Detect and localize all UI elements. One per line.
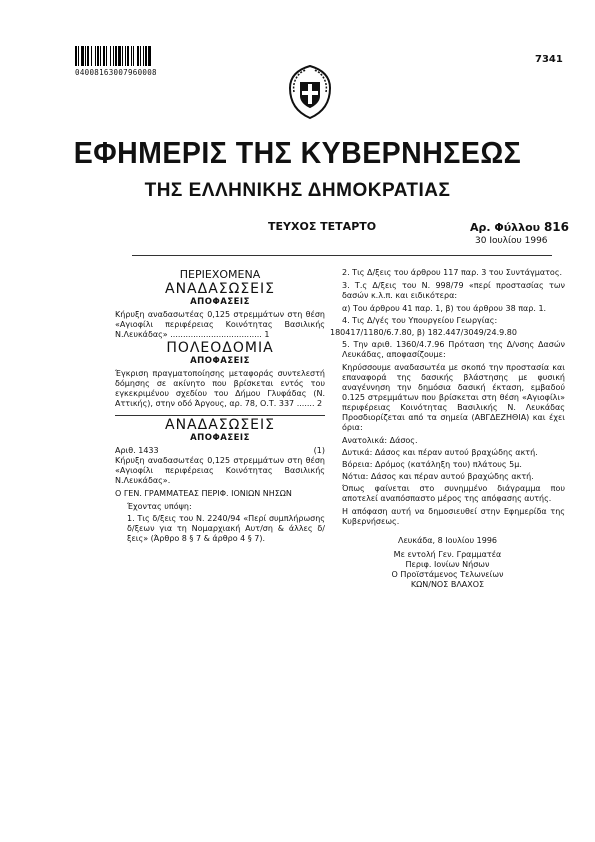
contents-item: Έγκριση πραγματοποίησης μεταφοράς συντελεστή δόμησης σε ακίνητο που βρίσκεται εντός του εγκεκριμένου σχεδίου του Δήμου Γλυφάδας (Ν. Αττικής), στην οδό Άργους, αρ. 78, Ο.Τ. 337 ....... 2 <box>115 369 325 408</box>
decision-paragraph: Κηρύσσουμε αναδασωτέα με σκοπό την προστασία και επαναφορά της δασικής βλάστησης με φυσική αναγέννηση την δημόσια δασική έκταση, εμβαδού 0.125 στρεμμάτων που βρίσκεται στη θέση «Αγιοφίλι» περιφέρειας Κοινότητας Βασιλικής Ν. Λευκάδας Προσδιορίζεται από τα σημεία (ΑΒΓΔΕΖΗΘΙΑ) και έχει όρια: <box>342 363 565 432</box>
point-3a: α) Του άρθρου 41 παρ. 1, β) του άρθρου 38 παρ. 1. <box>342 304 547 313</box>
contents-item-text: Κήρυξη αναδασωτέας 0,125 στρεμμάτων στη θέση «Αγιοφίλι περιφέρειας Κοινότητας Βασιλικής Ν.Λευκάδας» <box>115 310 325 339</box>
gazette-subtitle: ΤΗΣ ΕΛΛΗΝΙΚΗΣ ΔΗΜΟΚΡΑΤΙΑΣ <box>144 180 451 201</box>
contents-section-urban-planning: ΠΟΛΕΟΔΟΜΙΑ <box>166 340 274 356</box>
point-2: 2. Τις Δ/ξεις του άρθρου 117 παρ. 3 του Συντάγματος. <box>342 268 563 277</box>
point-5: 5. Την αριθ. 1360/4.7.96 Πρόταση της Δ/νσης Δασών Λευκάδας, αποφασίζουμε: <box>342 340 565 359</box>
barcode-number: 04008163007960008 <box>75 68 157 77</box>
decision-title: Κήρυξη αναδασωτέας 0,125 στρεμμάτων στη θέση «Αγιοφίλι περιφέρειας Κοινότητας Βασιλικής Ν.Λευκάδας». <box>115 456 325 485</box>
section-subheading: ΑΠΟΦΑΣΕΙΣ <box>190 433 250 443</box>
contents-section-decisions: ΑΠΟΦΑΣΕΙΣ <box>190 356 250 366</box>
border-north: Βόρεια: Δρόμος (κατάληξη του) πλάτους 5μ. <box>342 460 522 469</box>
section-divider <box>115 415 325 416</box>
contents-section-decisions: ΑΠΟΦΑΣΕΙΣ <box>190 297 250 307</box>
point-1: 1. Τις δ/ξεις του Ν. 2240/94 «Περί συμπλήρωσης δ/ξεων για τη Νομαρχιακή Αυτ/ση & άλλες δ/ξεις» (Άρθρο 8 § 7 & άρθρο 4 § 7). <box>127 514 325 543</box>
point-3: 3. Τ.ς Δ/ξεις του Ν. 998/79 «περί προστασίας των δασών κ.λ.π. και ειδικότερα: <box>342 281 565 300</box>
signature-line-3: Ο Προϊστάμενος Τελωνείων <box>391 570 504 579</box>
issue-date: 30 Ιουλίου 1996 <box>475 236 548 246</box>
signature-line-2: Περιφ. Ιονίων Νήσων <box>405 560 490 569</box>
decision-mark: (1) <box>313 446 325 455</box>
having-regard: Έχοντας υπόψη: <box>127 502 192 511</box>
border-west: Δυτικά: Δάσος και πέραν αυτού βραχώδης ακτή. <box>342 448 538 457</box>
contents-item-page: 2 <box>317 399 323 408</box>
contents-heading: ΠΕΡΙΕΧΟΜΕΝΑ <box>179 268 261 281</box>
header-divider <box>132 255 552 256</box>
contents-section-reforestation: ΑΝΑΔΑΣΩΣΕΙΣ <box>165 281 275 297</box>
contents-item-page: 1 <box>264 330 270 339</box>
gazette-title: ΕΦΗΜΕΡΙΣ ΤΗΣ ΚΥΒΕΡΝΗΣΕΩΣ <box>73 135 522 170</box>
point-4: 4. Τις Δ/γές του Υπουργείου Γεωργίας: <box>342 316 498 325</box>
point-4-refs: 180417/1180/6.7.80, β) 182.447/3049/24.9.80 <box>330 328 517 337</box>
publish-note: Η απόφαση αυτή να δημοσιευθεί στην Εφημερίδα της Κυβερνήσεως. <box>342 507 565 526</box>
sheet-label: Αρ. Φύλλου <box>470 221 541 234</box>
section-heading: ΑΝΑΔΑΣΩΣΕΙΣ <box>165 417 275 433</box>
decision-number-row <box>115 446 325 456</box>
barcode <box>75 46 205 66</box>
contents-item: Κήρυξη αναδασωτέας 0,125 στρεμμάτων στη θέση «Αγιοφίλι περιφέρειας Κοινότητας Βασιλικής Ν.Λευκάδας» .................................... 1 <box>115 310 325 339</box>
issue-label: ΤΕΥΧΟΣ ΤΕΤΑΡΤΟ <box>268 220 377 233</box>
left-column <box>115 268 325 547</box>
signature-line-1: Με εντολή Γεν. Γραμματέα <box>393 550 502 559</box>
diagram-note: Όπως φαίνεται στο συνημμένο διάγραμμα που αποτελεί αναπόσπαστο μέρος της απόφασης αυτής. <box>342 484 565 503</box>
signatory-name: ΚΩΝ/ΝΟΣ ΒΛΑΧΟΣ <box>410 580 485 589</box>
border-east: Ανατολικά: Δάσος. <box>342 436 418 445</box>
border-south: Νότια: Δάσος και πέραν αυτού βραχώδης ακτή. <box>342 472 534 481</box>
sheet-number <box>470 220 569 234</box>
issuer: Ο ΓΕΝ. ΓΡΑΜΜΑΤΕΑΣ ΠΕΡΙΦ. ΙΟΝΙΩΝ ΝΗΣΩΝ <box>115 489 292 498</box>
sheet-value: 816 <box>543 220 569 234</box>
place-date: Λευκάδα, 8 Ιουλίου 1996 <box>397 536 498 545</box>
contents-item-text: Έγκριση πραγματοποίησης μεταφοράς συντελεστή δόμησης σε ακίνητο που βρίσκεται εντός του εγκεκριμένου σχεδίου του Δήμου Γλυφάδας (Ν. Αττικής), στην οδό Άργους, αρ. 78, Ο.Τ. 337 <box>115 369 325 408</box>
right-column <box>330 268 565 590</box>
page-number: 7341 <box>535 54 563 65</box>
decision-number: Αριθ. 1433 <box>115 446 159 455</box>
coat-of-arms-icon <box>286 62 334 120</box>
